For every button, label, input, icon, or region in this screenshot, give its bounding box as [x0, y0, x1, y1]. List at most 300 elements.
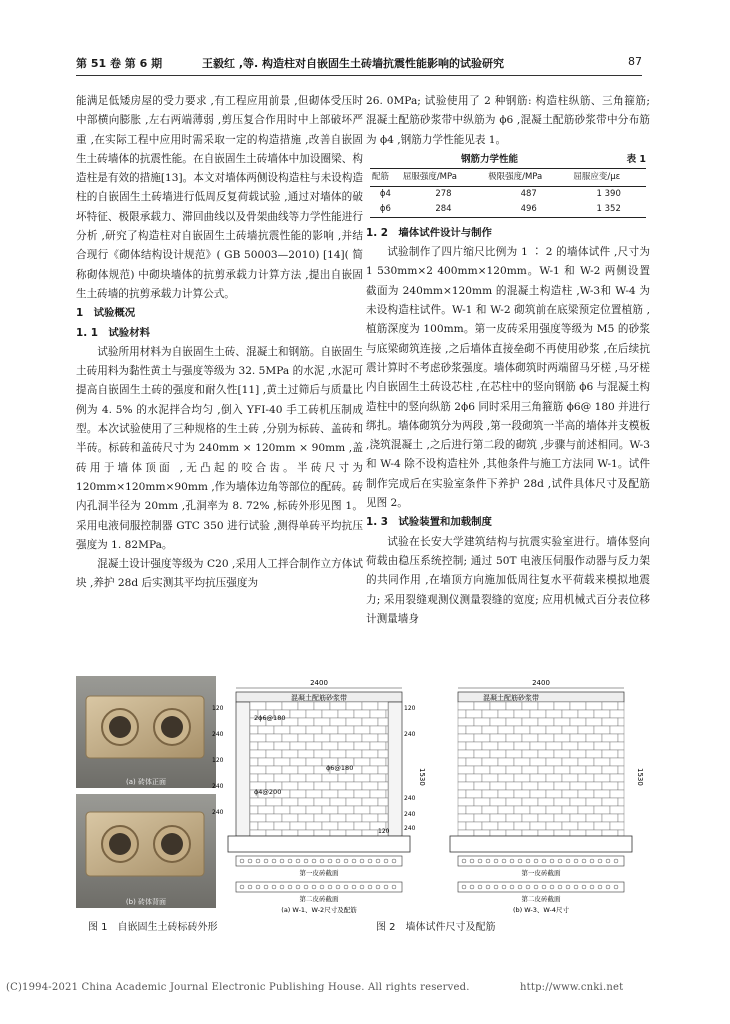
brick — [354, 822, 370, 830]
brick — [362, 702, 378, 710]
rebar-label-3: ϕ4@200 — [254, 788, 282, 796]
brick — [562, 806, 578, 814]
brick — [570, 702, 586, 710]
page-number: 87 — [628, 55, 642, 68]
brick — [482, 742, 498, 750]
brick — [522, 718, 538, 726]
brick — [330, 734, 346, 742]
brick — [586, 750, 602, 758]
brick — [538, 750, 554, 758]
brick — [314, 718, 330, 726]
brick — [514, 710, 530, 718]
brick — [346, 814, 362, 822]
brick — [306, 758, 322, 766]
brick — [594, 758, 610, 766]
brick — [578, 758, 594, 766]
dim-left: 240 — [212, 731, 224, 738]
brick — [530, 790, 546, 798]
brick — [610, 790, 624, 798]
brick — [498, 790, 514, 798]
brick — [298, 702, 314, 710]
brick — [538, 766, 554, 774]
brick — [554, 830, 570, 836]
brick — [346, 734, 362, 742]
rebar-label-1: 2ϕ6@180 — [254, 714, 286, 722]
figure-1-caption: 图 1 自嵌固生土砖标砖外形 — [88, 922, 218, 933]
brick — [578, 790, 594, 798]
brick — [250, 822, 258, 830]
brick — [466, 774, 482, 782]
wall-height-label: 1530 — [636, 768, 644, 786]
base-beam — [450, 836, 632, 852]
brick — [258, 758, 274, 766]
dim-right: 240 — [404, 731, 416, 738]
header-rule — [76, 75, 642, 76]
brick — [274, 822, 290, 830]
brick — [482, 726, 498, 734]
brick — [386, 758, 388, 766]
brick — [514, 758, 530, 766]
brick — [354, 758, 370, 766]
brick — [362, 766, 378, 774]
brick — [482, 806, 498, 814]
brick — [370, 806, 386, 814]
brick — [338, 774, 354, 782]
table-cell: 1 390 — [596, 188, 621, 199]
brick — [594, 774, 610, 782]
brick — [370, 774, 386, 782]
brick — [570, 798, 586, 806]
brick — [290, 806, 306, 814]
brick — [538, 718, 554, 726]
brick — [490, 814, 506, 822]
brick — [458, 718, 474, 726]
brick — [274, 758, 290, 766]
brick — [610, 806, 624, 814]
brick — [314, 830, 330, 836]
brick — [530, 758, 546, 766]
table-cell: 487 — [520, 188, 537, 199]
brick — [306, 742, 322, 750]
brick — [354, 806, 370, 814]
brick — [346, 718, 362, 726]
brick — [274, 726, 290, 734]
brick — [314, 750, 330, 758]
brick — [378, 734, 388, 742]
brick — [602, 782, 618, 790]
brick — [370, 726, 386, 734]
figure-2a-sublabel: (a) W-1、W-2尺寸及配筋 — [281, 906, 357, 914]
brick — [314, 782, 330, 790]
brick — [354, 710, 370, 718]
brick — [530, 742, 546, 750]
course-2-label: 第二皮砖截面 — [521, 895, 561, 903]
brick — [250, 742, 258, 750]
brick — [282, 766, 298, 774]
brick — [274, 806, 290, 814]
brick — [570, 766, 586, 774]
course-2-label: 第二皮砖截面 — [299, 895, 339, 903]
brick-back-photo — [76, 794, 216, 908]
brick-courses — [250, 702, 388, 836]
brick — [530, 822, 546, 830]
brick — [290, 790, 306, 798]
brick — [282, 798, 298, 806]
brick — [562, 774, 578, 782]
brick — [522, 766, 538, 774]
course-1-label: 第一皮砖截面 — [299, 869, 339, 877]
brick — [290, 774, 306, 782]
brick — [602, 702, 618, 710]
brick — [522, 798, 538, 806]
brick — [322, 742, 338, 750]
brick — [594, 822, 610, 830]
dim-right: 120 — [404, 705, 416, 712]
brick — [546, 806, 562, 814]
brick — [554, 814, 570, 822]
brick — [578, 806, 594, 814]
brick — [362, 814, 378, 822]
brick — [522, 782, 538, 790]
brick — [386, 710, 388, 718]
brick — [250, 758, 258, 766]
brick — [522, 814, 538, 822]
brick — [514, 774, 530, 782]
brick — [538, 798, 554, 806]
brick — [610, 742, 624, 750]
brick — [306, 806, 322, 814]
brick — [602, 830, 618, 836]
brick — [458, 750, 474, 758]
paragraph: 试验所用材料为自嵌固生土砖、混凝土和钢筋。自嵌固生土砖用料为黏性黄土与强度等级为 32. 5MPa 的水泥 ,水泥可提高自嵌固生土砖的强度和耐久性[11] ,黄土过筛后与质量比例为 4. 5% 的水泥拌合均匀 ,倒入 YFI-40 手工砖机压制成型。本次试验使用了三种规格的生土砖 ,分别为标砖、盖砖和半砖。标砖和盖砖尺寸为 240mm × 120mm × 90mm ,盖砖用于墙体顶面 ,无凸起的咬合齿。半砖尺寸为 120mm×120mm×90mm ,作为墙体边角等部位的配砖。砖内孔洞半径为 20mm ,孔洞率为 8. 72% ,标砖外形见图 1。采用电液伺服控制器 GTC 350 进行试验 ,测得单砖平均抗压强度为 1. 82MPa。 — [76, 345, 363, 551]
brick — [250, 750, 266, 758]
section-heading: 1 试验概况 — [76, 307, 136, 320]
brick — [522, 702, 538, 710]
brick — [522, 750, 538, 758]
brick — [490, 734, 506, 742]
brick — [282, 702, 298, 710]
brick — [338, 806, 354, 814]
brick — [250, 806, 258, 814]
brick — [458, 790, 466, 798]
brick — [562, 822, 578, 830]
brick — [378, 702, 388, 710]
brick — [554, 798, 570, 806]
dim-left: 120 — [212, 705, 224, 712]
brick — [474, 830, 490, 836]
brick — [546, 774, 562, 782]
brick — [602, 750, 618, 758]
brick — [330, 718, 346, 726]
brick — [514, 790, 530, 798]
brick — [298, 766, 314, 774]
brick — [562, 710, 578, 718]
brick — [554, 702, 570, 710]
brick — [474, 750, 490, 758]
brick — [546, 758, 562, 766]
brick — [538, 782, 554, 790]
brick — [506, 734, 522, 742]
brick — [586, 798, 602, 806]
mortar-band-label: 混凝土配筋砂浆带 — [483, 694, 539, 702]
subsection-heading: 1. 1 试验材料 — [76, 326, 150, 339]
brick — [578, 774, 594, 782]
brick — [298, 734, 314, 742]
brick — [570, 734, 586, 742]
brick — [514, 822, 530, 830]
brick — [466, 806, 482, 814]
brick — [346, 830, 362, 836]
brick — [298, 814, 314, 822]
brick — [578, 822, 594, 830]
brick — [618, 782, 624, 790]
brick — [362, 830, 378, 836]
brick — [306, 822, 322, 830]
brick — [458, 782, 474, 790]
brick — [490, 830, 506, 836]
left-column — [76, 92, 363, 594]
brick — [298, 798, 314, 806]
brick — [538, 702, 554, 710]
brick — [498, 742, 514, 750]
brick — [554, 750, 570, 758]
brick — [546, 742, 562, 750]
brick — [322, 726, 338, 734]
figure-1b-label: (b) 砖体背面 — [125, 898, 167, 906]
brick — [570, 814, 586, 822]
brick — [594, 790, 610, 798]
brick — [338, 710, 354, 718]
brick — [602, 814, 618, 822]
brick — [498, 774, 514, 782]
brick — [266, 750, 282, 758]
brick — [282, 782, 298, 790]
copyright: (C)1994-2021 China Academic Journal Electronic Publishing House. All rights reserved. — [6, 982, 470, 993]
dim-right: 240 — [404, 795, 416, 802]
brick — [554, 766, 570, 774]
table-header: 屈服强度/MPa — [401, 168, 486, 186]
brick — [466, 710, 482, 718]
brick — [458, 734, 474, 742]
brick — [290, 758, 306, 766]
brick — [554, 782, 570, 790]
brick — [258, 742, 274, 750]
brick — [474, 782, 490, 790]
brick — [618, 702, 624, 710]
brick — [466, 742, 482, 750]
mortar-band-label: 混凝土配筋砂浆带 — [291, 694, 347, 702]
brick — [290, 710, 306, 718]
brick — [586, 734, 602, 742]
brick — [290, 742, 306, 750]
table-cell: ϕ4 — [379, 188, 391, 199]
brick — [370, 742, 386, 750]
base-beam — [228, 836, 410, 852]
brick — [378, 766, 388, 774]
brick — [498, 806, 514, 814]
brick — [362, 782, 378, 790]
brick-courses — [458, 702, 624, 836]
brick — [282, 734, 298, 742]
brick — [306, 726, 322, 734]
brick — [570, 750, 586, 758]
brick — [514, 726, 530, 734]
table-cell: 496 — [486, 202, 571, 218]
brick — [314, 702, 330, 710]
dim-right: 240 — [404, 825, 416, 832]
brick — [346, 782, 362, 790]
brick — [330, 750, 346, 758]
course-2-section — [236, 882, 402, 892]
figure-2b-sublabel: (b) W-3、W-4尺寸 — [512, 906, 570, 914]
brick — [330, 702, 346, 710]
brick — [562, 742, 578, 750]
brick — [378, 814, 388, 822]
brick — [290, 822, 306, 830]
brick — [370, 790, 386, 798]
brick — [586, 814, 602, 822]
table-header: 极限强度/MPa — [486, 168, 571, 186]
brick — [466, 758, 482, 766]
brick — [346, 750, 362, 758]
wall-height-label: 1530 — [418, 768, 426, 786]
subsection-heading: 1. 2 墙体试件设计与制作 — [366, 226, 492, 239]
right-column — [366, 92, 650, 629]
brick — [546, 710, 562, 718]
brick — [482, 822, 498, 830]
wall-width-label: 2400 — [532, 679, 550, 687]
brick — [602, 734, 618, 742]
paragraph: 试验制作了四片缩尺比例为 1 ∶ 2 的墙体试件 ,尺寸为 1 530mm×2 400mm×120mm。W-1 和 W-2 两侧设置截面为 240mm×120mm 的混凝土构造柱 ,W-3和 W-4 为未设构造柱试件。W-1 和 W-2 砌筑前在底梁预定位置植筋 ,植筋深度为 100mm。第一皮砖采用强度等级为 M5 的砂浆与底梁砌筑连接 ,之后墙体直接垒砌不再使用砂浆 ,在后续抗震计算时不考虑砂浆强度。墙体砌筑时两端留马牙槎 ,马牙槎内自嵌固生土砖设芯柱 ,在芯柱中的竖向钢筋 ϕ6 与混凝土构造柱中的竖向纵筋 2ϕ6 同时采用三角箍筋 ϕ6@ 180 并进行绑扎。墙体砌筑分为两段 ,第一段砌筑一半高的墙体并支模板 ,浇筑混凝土 ,之后进行第二段的砌筑 ,步骤与前述相同。W-3 和 W-4 除不设构造柱外 ,其他条件与施工方法同 W-1。试件制作完成后在实验室条件下养护 28d ,试件具体尺寸及配筋见图 2。 — [366, 246, 650, 510]
brick — [570, 782, 586, 790]
brick — [578, 710, 594, 718]
table-header: 屈服应变/με — [571, 168, 646, 186]
course-1-section — [458, 856, 624, 866]
brick — [314, 734, 330, 742]
course-2-section — [458, 882, 624, 892]
table-cell: 278 — [435, 188, 452, 199]
brick — [250, 774, 258, 782]
brick — [370, 710, 386, 718]
brick — [290, 726, 306, 734]
brick — [610, 822, 624, 830]
brick — [570, 830, 586, 836]
brick — [586, 782, 602, 790]
figure-1-brick-photos — [76, 676, 216, 916]
brick — [354, 726, 370, 734]
brick — [258, 726, 274, 734]
brick — [546, 726, 562, 734]
dim-left: 120 — [212, 757, 224, 764]
brick — [458, 742, 466, 750]
brick — [458, 798, 474, 806]
brick — [474, 718, 490, 726]
table-header: 配筋 — [370, 168, 401, 186]
brick — [298, 830, 314, 836]
brick — [298, 782, 314, 790]
brick — [266, 766, 282, 774]
brick — [586, 830, 602, 836]
wall-width-label: 2400 — [310, 679, 328, 687]
brick — [490, 766, 506, 774]
brick — [330, 798, 346, 806]
brick — [330, 782, 346, 790]
brick — [546, 822, 562, 830]
running-title: 王毅红 ,等. 构造柱对自嵌固生土砖墙抗震性能影响的试验研究 — [202, 57, 505, 70]
brick — [266, 830, 282, 836]
brick — [250, 766, 266, 774]
paragraph: 26. 0MPa; 试验使用了 2 种钢筋: 构造柱纵筋、三角箍筋; 混凝土配筋砂浆带中纵筋为 ϕ6 ,混凝土配筋砂浆带中分布筋为 ϕ4 ,钢筋力学性能见表 1。 — [366, 95, 650, 146]
paragraph: 试验在长安大学建筑结构与抗震实验室进行。墙体竖向荷载由稳压系统控制; 通过 50T 电液压伺服作动器与反力架的共同作用 ,在墙顶方向施加低周往复水平荷载来模拟地震力; 采用裂缝观测仪测量裂缝的宽度; 应用机械式百分表位移计测量墙身 — [366, 535, 650, 625]
brick — [370, 758, 386, 766]
subsection-heading: 1. 3 试验装置和加载制度 — [366, 516, 492, 529]
brick — [482, 710, 498, 718]
brick — [538, 734, 554, 742]
brick — [578, 726, 594, 734]
brick — [250, 734, 266, 742]
brick — [258, 774, 274, 782]
brick — [594, 726, 610, 734]
brick — [386, 742, 388, 750]
left-column-post — [236, 702, 250, 836]
brick — [618, 718, 624, 726]
brick — [338, 726, 354, 734]
table-caption — [366, 150, 650, 168]
bottom-dim: 120 — [378, 828, 390, 835]
brick — [522, 734, 538, 742]
journal-volume: 第 51 卷 第 6 期 — [76, 57, 163, 70]
brick — [506, 798, 522, 806]
brick — [530, 726, 546, 734]
brick — [538, 830, 554, 836]
brick — [458, 702, 474, 710]
brick — [362, 734, 378, 742]
brick — [562, 758, 578, 766]
table-title: 钢筋力学性能 — [461, 153, 519, 165]
brick — [458, 806, 466, 814]
brick — [338, 822, 354, 830]
brick — [258, 806, 274, 814]
brick — [474, 798, 490, 806]
brick — [322, 806, 338, 814]
brick — [458, 758, 466, 766]
brick — [346, 798, 362, 806]
running-header — [76, 55, 642, 75]
brick — [378, 798, 388, 806]
brick — [506, 702, 522, 710]
brick — [602, 798, 618, 806]
brick — [618, 798, 624, 806]
brick — [474, 734, 490, 742]
brick — [378, 718, 388, 726]
brick — [586, 702, 602, 710]
brick — [498, 726, 514, 734]
brick — [458, 822, 466, 830]
brick — [602, 766, 618, 774]
brick — [610, 758, 624, 766]
brick — [458, 726, 466, 734]
table-cell: 1 352 — [571, 202, 646, 218]
brick — [362, 718, 378, 726]
brick — [458, 774, 466, 782]
brick — [618, 814, 624, 822]
brick — [594, 806, 610, 814]
table-cell: 284 — [401, 202, 486, 218]
brick — [250, 702, 266, 710]
brick — [330, 814, 346, 822]
right-column-post — [388, 702, 402, 836]
brick — [506, 782, 522, 790]
